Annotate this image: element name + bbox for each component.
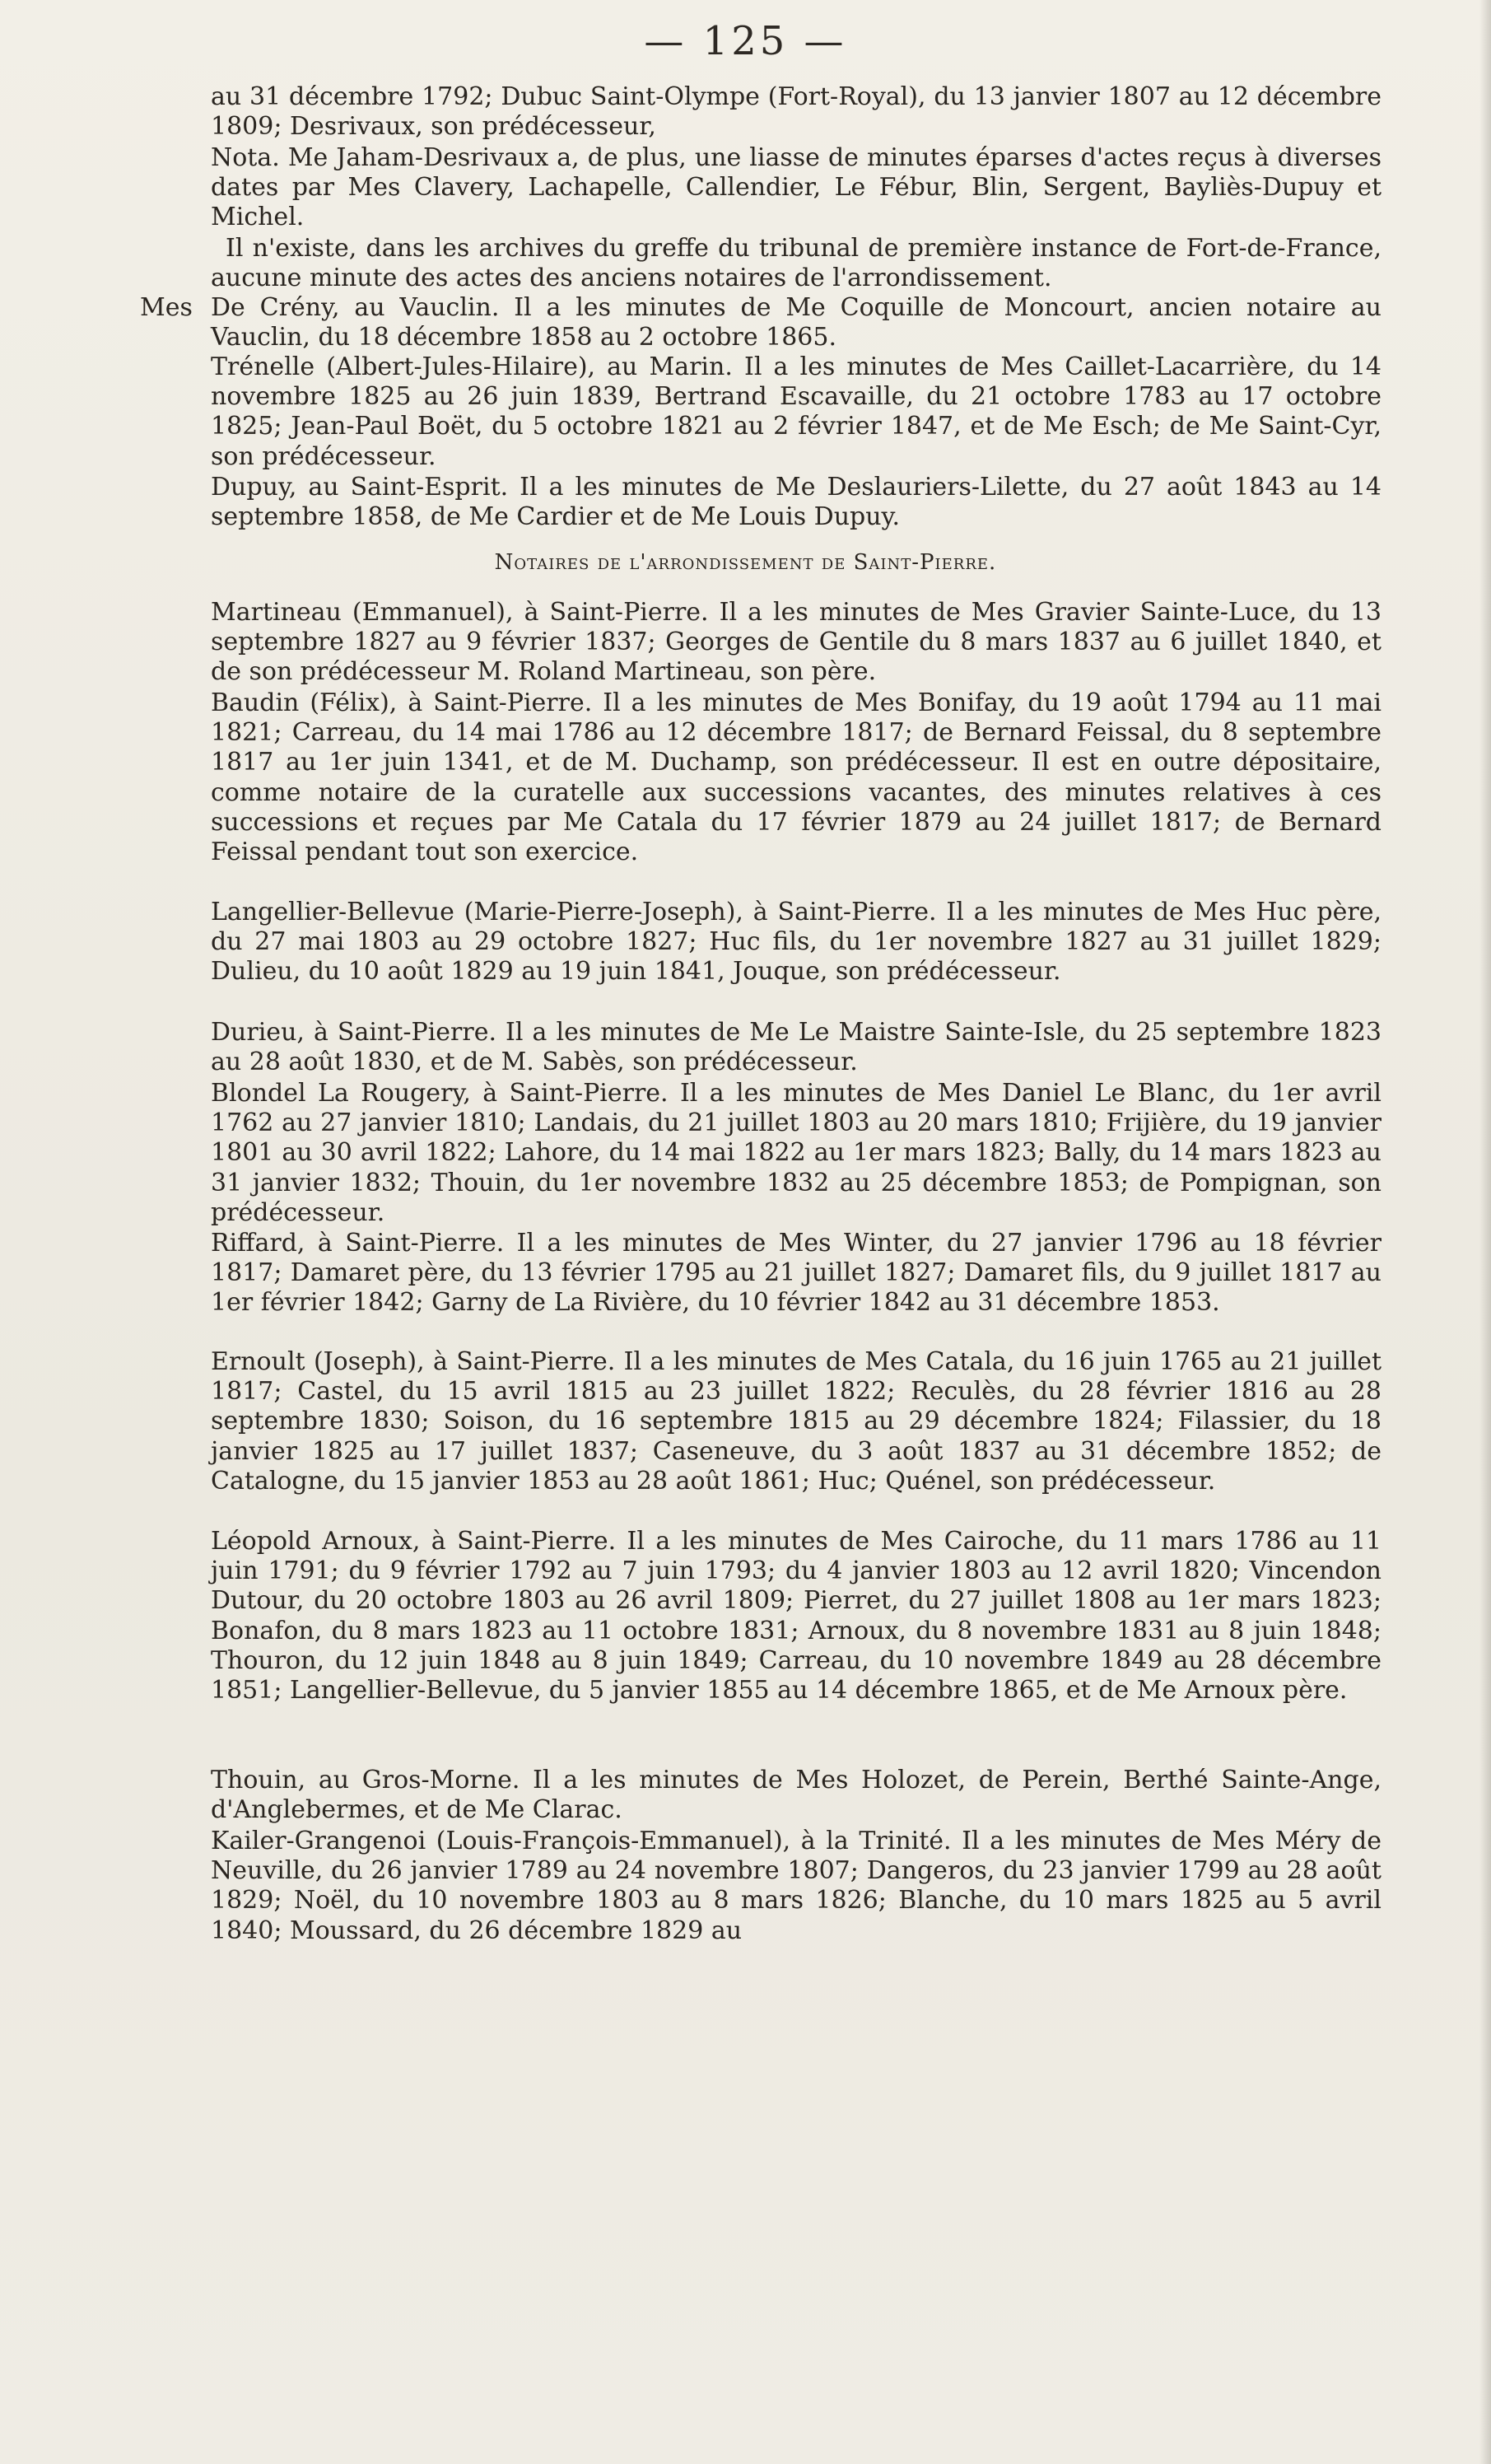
paragraph-dupuy: Dupuy, au Saint-Esprit. Il a les minutes de Me Deslauriers-Lilette, du 27 août 1843 au 14 septembre 1858, de Me Cardier et de Me Louis Dupuy. — [211, 473, 1382, 532]
entry-langellier-bellevue: Langellier-Bellevue (Marie-Pierre-Joseph), à Saint-Pierre. Il a les minutes de Mes Huc père, du 27 mai 1803 au 29 octobre 1827; Huc fils, du 1er novembre 1827 au 31 juillet 1829; Dulieu, du 10 août 1829 au 19 juin 1841, Jouque, son prédécesseur. — [211, 898, 1382, 987]
page-number: — 125 — — [644, 18, 847, 64]
entry-riffard: Riffard, à Saint-Pierre. Il a les minutes de Mes Winter, du 27 janvier 1796 au 18 février 1817; Damaret père, du 13 février 1795 au 21 juillet 1827; Damaret fils, du 9 juillet 1817 au 1er février 1842; Garny de La Rivière, du 10 février 1842 au 31 décembre 1853. — [211, 1229, 1382, 1318]
page-edge-shadow — [1479, 0, 1491, 2464]
entry-baudin: Baudin (Félix), à Saint-Pierre. Il a les minutes de Mes Bonifay, du 19 août 1794 au 11 mai 1821; Carreau, du 14 mai 1786 au 12 décembre 1817; de Bernard Feissal, du 8 septembre 1817 au 1er juin 1341, et de M. Duchamp, son prédécesseur. Il est en outre dépositaire, comme notaire de la curatelle aux successions vacantes, des minutes relatives à ces successions et reçues par Me Catala du 17 février 1879 au 24 juillet 1817; de Bernard Feissal pendant tout son exercice. — [211, 688, 1382, 867]
entry-durieu: Durieu, à Saint-Pierre. Il a les minutes de Me Le Maistre Sainte-Isle, du 25 septembre 1823 au 28 août 1830, et de M. Sabès, son prédécesseur. — [211, 1018, 1382, 1077]
paragraph-archives-note: Il n'existe, dans les archives du greffe du tribunal de première instance de Fort-de-France, aucune minute des actes des anciens notaires de l'arrondissement. — [211, 234, 1382, 293]
entry-ernoult: Ernoult (Joseph), à Saint-Pierre. Il a les minutes de Mes Catala, du 16 juin 1765 au 21 juillet 1817; Castel, du 15 avril 1815 au 23 juillet 1822; Reculès, du 28 février 1816 au 28 septembre 1830; Soison, du 16 septembre 1815 au 29 décembre 1824; Filassier, du 18 janvier 1825 au 17 juillet 1837; Caseneuve, du 3 août 1837 au 31 décembre 1852; de Catalogne, du 15 janvier 1853 au 28 août 1861; Huc; Quénel, son prédécesseur. — [211, 1347, 1382, 1496]
paragraph-intro-continuation: au 31 décembre 1792; Dubuc Saint-Olympe (Fort-Royal), du 13 janvier 1807 au 12 décembre 1809; Desrivaux, son prédécesseur, — [211, 82, 1382, 142]
paragraph-nota: Nota. Me Jaham-Desrivaux a, de plus, une liasse de minutes éparses d'actes reçus à diverses dates par Mes Clavery, Lachapelle, Callendier, Le Fébur, Blin, Sergent, Bayliès-Dupuy et Michel. — [211, 143, 1382, 232]
entry-arnoux: Léopold Arnoux, à Saint-Pierre. Il a les minutes de Mes Cairoche, du 11 mars 1786 au 11 juin 1791; du 9 février 1792 au 7 juin 1793; du 4 janvier 1803 au 12 avril 1820; Vincendon Dutour, du 20 octobre 1803 au 26 avril 1809; Pierret, du 27 juillet 1808 au 1er mars 1823; Bonafon, du 8 mars 1823 au 11 octobre 1831; Arnoux, du 8 novembre 1831 au 8 juin 1848; Thouron, du 12 juin 1848 au 8 juin 1849; Carreau, du 10 novembre 1849 au 28 décembre 1851; Langellier-Bellevue, du 5 janvier 1855 au 14 décembre 1865, et de Me Arnoux père. — [211, 1527, 1382, 1706]
margin-label: Mes — [140, 293, 193, 322]
section-heading: Notaires de l'arrondissement de Saint-Pierre. — [494, 550, 997, 575]
entry-thouin: Thouin, au Gros-Morne. Il a les minutes de Mes Holozet, de Perein, Berthé Sainte-Ange, d'Anglebermes, et de Me Clarac. — [211, 1766, 1382, 1825]
entry-blondel: Blondel La Rougery, à Saint-Pierre. Il a les minutes de Mes Daniel Le Blanc, du 1er avril 1762 au 27 janvier 1810; Landais, du 21 juillet 1803 au 20 mars 1810; Frijière, du 19 janvier 1801 au 30 avril 1822; Lahore, du 14 mai 1822 au 1er mars 1823; Bally, du 14 mars 1823 au 31 janvier 1832; Thouin, du 1er novembre 1832 au 25 décembre 1853; de Pompignan, son prédécesseur. — [211, 1079, 1382, 1227]
paragraph-trenelle: Trénelle (Albert-Jules-Hilaire), au Marin. Il a les minutes de Mes Caillet-Lacarrière, du 14 novembre 1825 au 26 juin 1839, Bertrand Escavaille, du 21 octobre 1783 au 17 octobre 1825; Jean-Paul Boët, du 5 octobre 1821 au 2 février 1847, et de Me Esch; de Me Saint-Cyr, son prédécesseur. — [211, 352, 1382, 471]
entry-martineau: Martineau (Emmanuel), à Saint-Pierre. Il a les minutes de Mes Gravier Sainte-Luce, du 13 septembre 1827 au 9 février 1837; Georges de Gentile du 8 mars 1837 au 6 juillet 1840, et de son prédécesseur M. Roland Martineau, son père. — [211, 598, 1382, 687]
paragraph-de-creny: De Crény, au Vauclin. Il a les minutes de Me Coquille de Moncourt, ancien notaire au Vauclin, du 18 décembre 1858 au 2 octobre 1865. — [211, 293, 1382, 352]
entry-kailer-grangenoi: Kailer-Grangenoi (Louis-François-Emmanuel), à la Trinité. Il a les minutes de Mes Méry de Neuville, du 26 janvier 1789 au 24 novembre 1807; Dangeros, du 23 janvier 1799 au 28 août 1829; Noël, du 10 novembre 1803 au 8 mars 1826; Blanche, du 10 mars 1825 au 5 avril 1840; Moussard, du 26 décembre 1829 au — [211, 1827, 1382, 1945]
